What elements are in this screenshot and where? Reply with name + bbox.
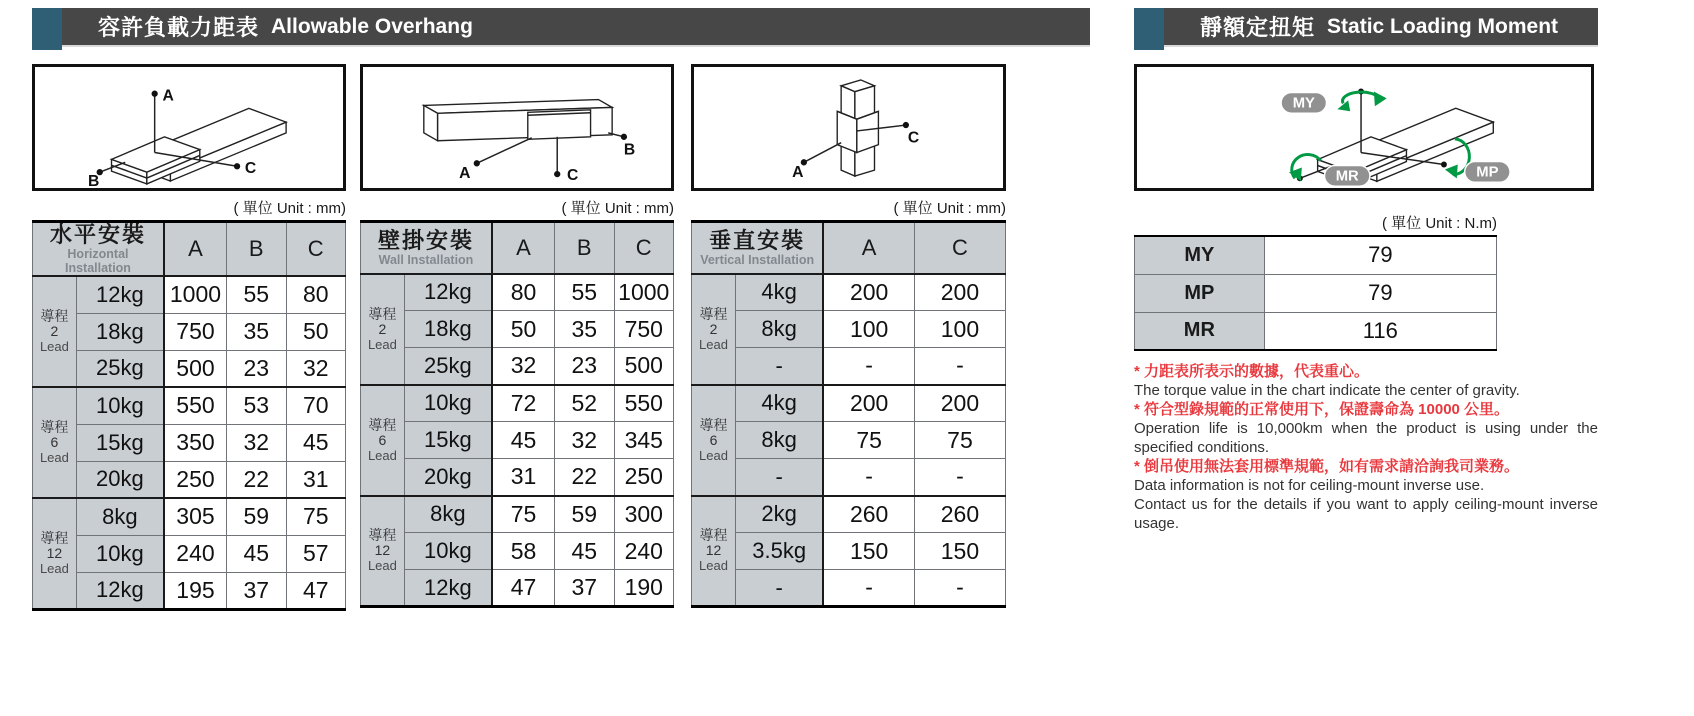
axis-a [459, 138, 532, 182]
value-cell: 750 [164, 313, 227, 350]
table-row [33, 387, 346, 424]
table-row [692, 274, 1006, 311]
axis-point-c [554, 171, 560, 177]
value-cell: 45 [227, 535, 286, 572]
axis-label-c: C [567, 166, 579, 184]
rail-drawing [837, 80, 878, 176]
section-title-en: Allowable Overhang [271, 14, 473, 38]
value-cell: 32 [227, 424, 286, 461]
load-cell: 8kg [404, 496, 492, 533]
value-cell: 500 [614, 348, 674, 385]
value-cell: 550 [164, 387, 227, 424]
value-cell: 22 [227, 461, 286, 498]
load-cell: 12kg [76, 276, 164, 313]
lead-group-label: 導程 2 Lead [692, 274, 736, 385]
value-cell: 240 [164, 535, 227, 572]
load-cell: 25kg [76, 350, 164, 387]
axis-point-c [234, 163, 240, 169]
note-zh: * 符合型錄規範的正常使用下，保證壽命為 10000 公里。 [1134, 401, 1510, 418]
header-bar [62, 8, 1090, 45]
axis-label-c: C [907, 129, 920, 147]
value-cell: 35 [227, 313, 286, 350]
axis-label-a: A [792, 164, 804, 182]
table-title-zh: 壁掛安裝 [377, 227, 474, 253]
value-cell: 75 [823, 422, 914, 459]
table-row [33, 276, 346, 313]
load-cell: - [735, 348, 823, 385]
load-cell: 15kg [404, 422, 492, 459]
table-row [692, 422, 1006, 459]
load-cell: 20kg [404, 459, 492, 496]
unit-label-nm: ( 單位 Unit : N.m) [1382, 215, 1497, 232]
value-cell: 80 [286, 276, 346, 313]
table-row [361, 422, 674, 459]
value-cell: 200 [823, 385, 914, 422]
load-cell: 3.5kg [735, 533, 823, 570]
moment-value-my: 79 [1264, 236, 1496, 274]
my-rotation-arrow [1337, 91, 1386, 111]
value-cell: 58 [492, 533, 555, 570]
static-moment-diagram [1134, 64, 1594, 191]
table-row [1135, 236, 1497, 274]
axis-b [608, 133, 635, 159]
value-cell: 57 [286, 535, 346, 572]
column-header-a: A [823, 222, 914, 274]
axis-label-a: A [459, 165, 471, 183]
lead-group-label: 導程 6 Lead [361, 385, 405, 496]
section-header-moment [1134, 8, 1598, 50]
wall-installation-table [360, 220, 674, 608]
value-cell: 150 [914, 533, 1005, 570]
value-cell: 260 [914, 496, 1005, 533]
table-title-en: Vertical Installation [700, 252, 815, 267]
moment-value-mp: 79 [1264, 274, 1496, 312]
value-cell: 75 [286, 498, 346, 535]
value-cell: 23 [227, 350, 286, 387]
load-cell: 12kg [404, 274, 492, 311]
moment-value-mr: 116 [1264, 312, 1496, 350]
table-row [1135, 274, 1497, 312]
load-cell: 2kg [735, 496, 823, 533]
table-row [1135, 312, 1497, 350]
table-row [361, 274, 674, 311]
value-cell: 45 [492, 422, 555, 459]
value-cell: 52 [555, 385, 614, 422]
value-cell: 50 [492, 311, 555, 348]
lead-group-label: 導程 12 Lead [33, 498, 77, 609]
value-cell: 75 [914, 422, 1005, 459]
load-cell: 18kg [404, 311, 492, 348]
value-cell: 80 [492, 274, 555, 311]
rail-drawing [112, 108, 287, 184]
value-cell: - [823, 570, 914, 607]
header-bar [1164, 8, 1598, 45]
table-row [692, 311, 1006, 348]
mp-badge [1465, 162, 1510, 183]
load-cell: 8kg [735, 311, 823, 348]
value-cell: 45 [286, 424, 346, 461]
note-zh: * 倒吊使用無法套用標準規範，如有需求請洽詢我司業務。 [1134, 458, 1520, 475]
table-row [692, 570, 1006, 607]
column-header-c: C [914, 222, 1005, 274]
load-cell: 4kg [735, 274, 823, 311]
value-cell: 22 [555, 459, 614, 496]
mr-rotation-arrow [1289, 155, 1321, 182]
load-cell: 10kg [76, 535, 164, 572]
value-cell: 35 [555, 311, 614, 348]
value-cell: - [823, 459, 914, 496]
table-title-zh: 垂直安裝 [709, 227, 806, 253]
axis-label-b: B [623, 141, 636, 159]
wall-installation-diagram [360, 64, 674, 191]
load-cell: - [735, 459, 823, 496]
axis-point-a [152, 91, 158, 97]
section-title-zh: 靜額定扭矩 [1200, 15, 1316, 40]
table-row [692, 385, 1006, 422]
load-cell: 12kg [76, 572, 164, 609]
table-row [361, 570, 674, 607]
axis-point-c [903, 122, 909, 128]
value-cell: 1000 [614, 274, 674, 311]
note-zh: * 力距表所表示的數據，代表重心。 [1134, 363, 1370, 380]
unit-label-mm: ( 單位 Unit : mm) [561, 200, 674, 217]
value-cell: 32 [492, 348, 555, 385]
axis-point-b [621, 134, 627, 140]
rail-drawing [424, 100, 612, 141]
my-badge-label: MY [1292, 95, 1315, 112]
mp-axis-point [1441, 162, 1447, 168]
value-cell: 37 [227, 572, 286, 609]
value-cell: 550 [614, 385, 674, 422]
axis-a [792, 143, 841, 181]
column-header-a: A [492, 222, 555, 274]
table-row [361, 311, 674, 348]
table-row [692, 459, 1006, 496]
section-title-zh: 容許負載力距表 [98, 15, 260, 40]
value-cell: 100 [914, 311, 1005, 348]
moment-label-my: MY [1135, 236, 1265, 274]
column-header-b: B [227, 222, 286, 277]
load-cell: 4kg [735, 385, 823, 422]
unit-label-mm: ( 單位 Unit : mm) [233, 200, 346, 217]
lead-group-label: 導程 12 Lead [692, 496, 736, 607]
header-accent-square [1134, 8, 1164, 50]
value-cell: 32 [555, 422, 614, 459]
value-cell: 260 [823, 496, 914, 533]
column-header-c: C [614, 222, 674, 274]
value-cell: 305 [164, 498, 227, 535]
axis-label-a: A [162, 87, 174, 105]
value-cell: 750 [614, 311, 674, 348]
table-title [33, 222, 164, 277]
axis-label-b: B [87, 172, 100, 188]
value-cell: 250 [164, 461, 227, 498]
axis-label-c: C [244, 160, 257, 178]
value-cell: 59 [555, 496, 614, 533]
load-cell: 8kg [735, 422, 823, 459]
mr-badge-label: MR [1335, 168, 1359, 185]
table-title-zh: 水平安裝 [49, 222, 146, 247]
value-cell: 32 [286, 350, 346, 387]
value-cell: - [914, 459, 1005, 496]
lead-group-label: 導程 6 Lead [33, 387, 77, 498]
value-cell: 50 [286, 313, 346, 350]
mr-badge [1325, 165, 1370, 186]
value-cell: 23 [555, 348, 614, 385]
load-cell: 25kg [404, 348, 492, 385]
horizontal-installation-table [32, 220, 346, 611]
moment-label-mr: MR [1135, 312, 1265, 350]
note-en: Contact us for the details if you want to apply ceiling-mount inverse usage. [1134, 496, 1598, 532]
table-title [361, 222, 492, 274]
table-row [361, 533, 674, 570]
value-cell: 500 [164, 350, 227, 387]
note-en: Data information is not for ceiling-mount inverse use. [1134, 477, 1485, 494]
table-title-en: Horizontal Installation [64, 247, 131, 275]
load-cell: 12kg [404, 570, 492, 607]
section-title-en: Static Loading Moment [1327, 14, 1559, 38]
table-row [361, 459, 674, 496]
notes-block [1134, 362, 1598, 533]
table-title-en: Wall Installation [378, 252, 474, 267]
mp-badge-label: MP [1476, 164, 1499, 181]
value-cell: 200 [914, 274, 1005, 311]
value-cell: 59 [227, 498, 286, 535]
vertical-installation-table [691, 220, 1006, 608]
value-cell: - [914, 570, 1005, 607]
value-cell: 240 [614, 533, 674, 570]
value-cell: 53 [227, 387, 286, 424]
value-cell: - [823, 348, 914, 385]
value-cell: 1000 [164, 276, 227, 313]
load-cell: 10kg [76, 387, 164, 424]
note-en: The torque value in the chart indicate the center of gravity. [1134, 382, 1520, 399]
table-row [692, 348, 1006, 385]
table-row [361, 348, 674, 385]
value-cell: - [914, 348, 1005, 385]
moment-label-mp: MP [1135, 274, 1265, 312]
value-cell: 195 [164, 572, 227, 609]
lead-group-label: 導程 2 Lead [33, 276, 77, 387]
table-row [361, 496, 674, 533]
axis-c [554, 137, 578, 184]
load-cell: - [735, 570, 823, 607]
table-row [692, 533, 1006, 570]
table-row [33, 461, 346, 498]
value-cell: 47 [286, 572, 346, 609]
value-cell: 350 [164, 424, 227, 461]
column-header-a: A [164, 222, 227, 277]
load-cell: 8kg [76, 498, 164, 535]
my-badge [1281, 92, 1326, 113]
table-row [33, 572, 346, 609]
table-row [692, 496, 1006, 533]
static-moment-table [1134, 235, 1497, 351]
load-cell: 10kg [404, 385, 492, 422]
table-row [33, 535, 346, 572]
lead-group-label: 導程 12 Lead [361, 496, 405, 607]
value-cell: 200 [914, 385, 1005, 422]
value-cell: 250 [614, 459, 674, 496]
value-cell: 300 [614, 496, 674, 533]
value-cell: 37 [555, 570, 614, 607]
value-cell: 100 [823, 311, 914, 348]
header-accent-square [32, 8, 62, 50]
load-cell: 15kg [76, 424, 164, 461]
unit-label-mm: ( 單位 Unit : mm) [893, 200, 1006, 217]
axis-point-a [474, 160, 480, 166]
column-header-b: B [555, 222, 614, 274]
value-cell: 200 [823, 274, 914, 311]
value-cell: 47 [492, 570, 555, 607]
value-cell: 45 [555, 533, 614, 570]
table-row [33, 424, 346, 461]
value-cell: 70 [286, 387, 346, 424]
load-cell: 18kg [76, 313, 164, 350]
vertical-installation-diagram [691, 64, 1006, 191]
load-cell: 20kg [76, 461, 164, 498]
value-cell: 31 [286, 461, 346, 498]
value-cell: 190 [614, 570, 674, 607]
table-row [33, 313, 346, 350]
table-row [33, 350, 346, 387]
value-cell: 55 [227, 276, 286, 313]
value-cell: 150 [823, 533, 914, 570]
table-row [33, 498, 346, 535]
table-row [361, 385, 674, 422]
value-cell: 75 [492, 496, 555, 533]
value-cell: 345 [614, 422, 674, 459]
value-cell: 31 [492, 459, 555, 496]
lead-group-label: 導程 6 Lead [692, 385, 736, 496]
section-header-overhang [32, 8, 1090, 50]
note-en: Operation life is 10,000km when the product is using under the specified conditions. [1134, 420, 1598, 456]
column-header-c: C [286, 222, 346, 277]
load-cell: 10kg [404, 533, 492, 570]
lead-group-label: 導程 2 Lead [361, 274, 405, 385]
table-title [692, 222, 824, 274]
value-cell: 72 [492, 385, 555, 422]
horizontal-installation-diagram [32, 64, 346, 191]
value-cell: 55 [555, 274, 614, 311]
